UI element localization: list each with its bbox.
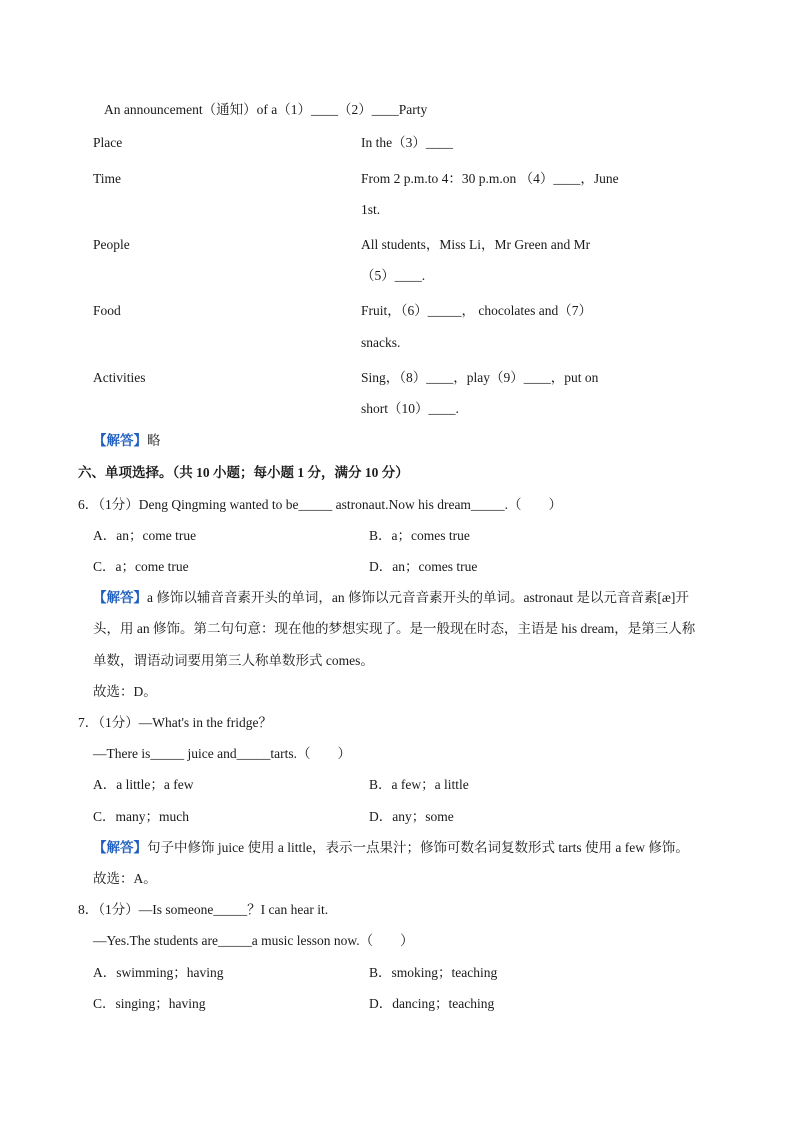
q7-option-a: A．a little；a few xyxy=(93,777,194,792)
q8-option-b: B．smoking；teaching xyxy=(369,965,498,980)
q6-option-c: C．a；come true xyxy=(93,559,189,574)
row-label-place: Place xyxy=(93,135,123,150)
row-value-time-line1: From 2 p.m.to 4：30 p.m.on （4）____，June xyxy=(361,171,619,186)
q7-stem-line2: —There is_____ juice and_____tarts.（ ） xyxy=(93,746,351,761)
row-value-time-line2: 1st. xyxy=(361,202,381,217)
q7-option-c: C．many；much xyxy=(93,809,189,824)
q6-analysis-line1 xyxy=(93,589,689,607)
row-value-food-line2: snacks. xyxy=(361,335,401,350)
q6-option-a: A．an；come true xyxy=(93,528,197,543)
row-value-activities-line2: short（10）____. xyxy=(361,401,459,416)
q7-analysis-text1: 句子中修饰 juice 使用 a little，表示一点果汁；修饰可数名词复数形式 tarts 使用 a few 修饰。 xyxy=(147,840,689,855)
answer-text: 略 xyxy=(147,433,161,448)
q6-option-b: B．a；comes true xyxy=(369,528,470,543)
answer-tag: 【解答】 xyxy=(93,433,147,448)
q6-analysis-line3: 单数，谓语动词要用第三人称单数形式 comes。 xyxy=(93,653,374,668)
row-value-place: In the（3）____ xyxy=(361,135,453,150)
q6-analysis-line2: 头，用 an 修饰。第二句句意：现在他的梦想实现了。是一般现在时态，主语是 his dream，是第三人称 xyxy=(93,621,696,636)
announcement-title: An announcement（通知）of a（1）____（2）____Party xyxy=(104,102,428,117)
row-label-people: People xyxy=(93,237,130,252)
q8-option-d: D．dancing；teaching xyxy=(369,996,495,1011)
row-label-activities: Activities xyxy=(93,370,146,385)
row-value-people-line2: （5）____. xyxy=(361,268,426,283)
q8-option-c: C．singing；having xyxy=(93,996,206,1011)
row-value-activities-line1: Sing，（8）____，play（9）____，put on xyxy=(361,370,599,385)
q8-stem-line2: —Yes.The students are_____a music lesson now.（ ） xyxy=(93,933,414,948)
row-value-people-line1: All students，Miss Li，Mr Green and Mr xyxy=(361,237,591,252)
q6-choice: 故选：D。 xyxy=(93,684,157,699)
q8-option-a: A．swimming；having xyxy=(93,965,224,980)
row-value-food-line1: Fruit，（6）_____， chocolates and（7） xyxy=(361,303,592,318)
q6-analysis-text1: a 修饰以辅音音素开头的单词，an 修饰以元音音素开头的单词。astronaut 是以元音音素[æ]开 xyxy=(147,590,689,605)
q7-stem-line1: 7．（1分）—What's in the fridge？ xyxy=(78,715,273,730)
q6-option-d: D．an；comes true xyxy=(369,559,478,574)
q7-option-b: B．a few；a little xyxy=(369,777,469,792)
section-heading: 六、单项选择。（共 10 小题；每小题 1 分，满分 10 分） xyxy=(78,465,409,480)
q7-option-d: D．any；some xyxy=(369,809,454,824)
q6-stem: 6．（1分）Deng Qingming wanted to be_____ astronaut.Now his dream_____.（ ） xyxy=(78,497,563,512)
row-label-food: Food xyxy=(93,303,121,318)
announcement-answer xyxy=(93,432,161,450)
q6-answer-tag: 【解答】 xyxy=(93,590,147,605)
q7-choice: 故选：A。 xyxy=(93,871,157,886)
q7-analysis-line1 xyxy=(93,839,689,857)
row-label-time: Time xyxy=(93,171,122,186)
q7-answer-tag: 【解答】 xyxy=(93,840,147,855)
q8-stem-line1: 8．（1分）—Is someone_____？I can hear it. xyxy=(78,902,329,917)
